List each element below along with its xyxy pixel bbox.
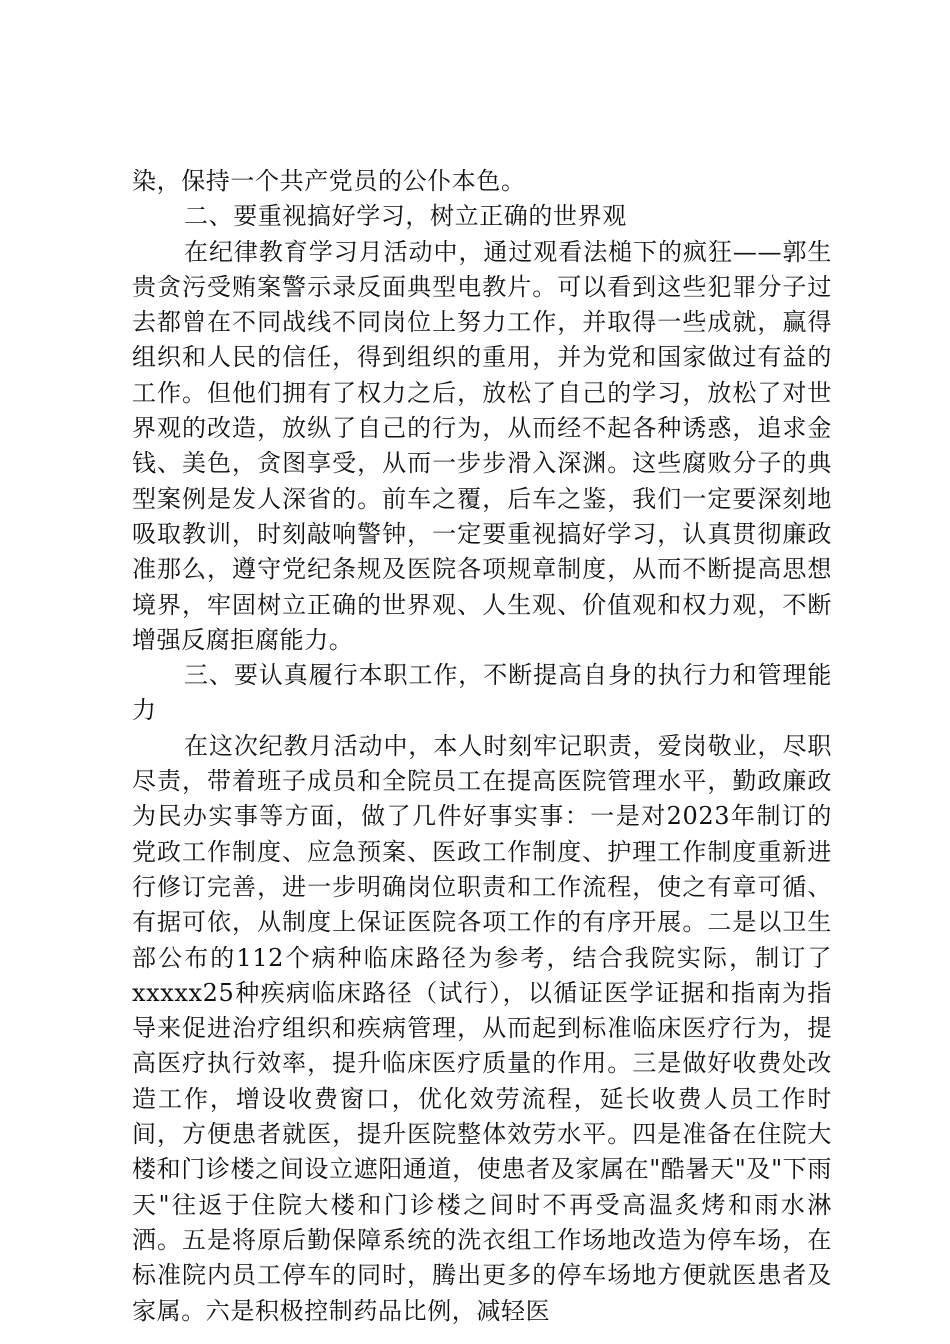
paragraph-work: 在这次纪教月活动中，本人时刻牢记职责，爱岗敬业，尽职尽责，带着班子成员和全院员工在提高医院管理水平，勤政廉政为民办实事等方面，做了几件好事实事：一是对2023年制订的党政工作制度、应急预案、医政工作制度、护理工作制度重新进行修订完善，进一步明确岗位职责和工作流程，使之有章可循、有据可依，从制度上保证医院各项工作的有序开展。二是以卫生部公布的112个病种临床路径为参考，结合我院实际，制订了xxxxx25种疾病临床路径（试行），以循证医学证据和指南为指导来促进治疗组织和疾病管理，从而起到标准临床医疗行为，提高医疗执行效率，提升临床医疗质量的作用。三是做好收费处改造工作，增设收费窗口，优化效劳流程，延长收费人员工作时间，方便患者就医，提升医院整体效劳水平。四是准备在住院大楼和门诊楼之间设立遮阳通道，使患者及家属在"酷暑天"及"下雨天"往返于住院大楼和门诊楼之间时不再受高温炙烤和雨水淋洒。五是将原后勤保障系统的洗衣组工作场地改造为停车场，在标准院内员工停车的同时，腾出更多的停车场地方便就医患者及家属。六是积极控制药品比例，减轻医 [132, 731, 832, 1325]
section-heading-3: 三、要认真履行本职工作，不断提高自身的执行力和管理能力 [132, 661, 832, 725]
paragraph-continuation: 染，保持一个共产党员的公仆本色。 [132, 167, 526, 195]
document-body [132, 164, 832, 1329]
section-heading-2: 二、要重视搞好学习，树立正确的世界观 [184, 202, 627, 231]
paragraph-study: 在纪律教育学习月活动中，通过观看法槌下的疯狂——郭生贵贪污受贿案警示录反面典型电教片。可以看到这些犯罪分子过去都曾在不同战线不同岗位上努力工作，并取得一些成就，赢得组织和人民的信任，得到组织的重用，并为党和国家做过有益的工作。但他们拥有了权力之后，放松了自己的学习，放松了对世界观的改造，放纵了自己的行为，从而经不起各种诱惑，追求金钱、美色，贪图享受，从而一步步滑入深渊。这些腐败分子的典型案例是发人深省的。前车之覆，后车之鉴，我们一定要深刻地吸取教训，时刻敲响警钟，一定要重视搞好学习，认真贯彻廉政准那么，遵守党纪条规及医院各项规章制度，从而不断提高思想境界，牢固树立正确的世界观、人生观、价值观和权力观，不断增强反腐拒腐能力。 [132, 237, 832, 654]
